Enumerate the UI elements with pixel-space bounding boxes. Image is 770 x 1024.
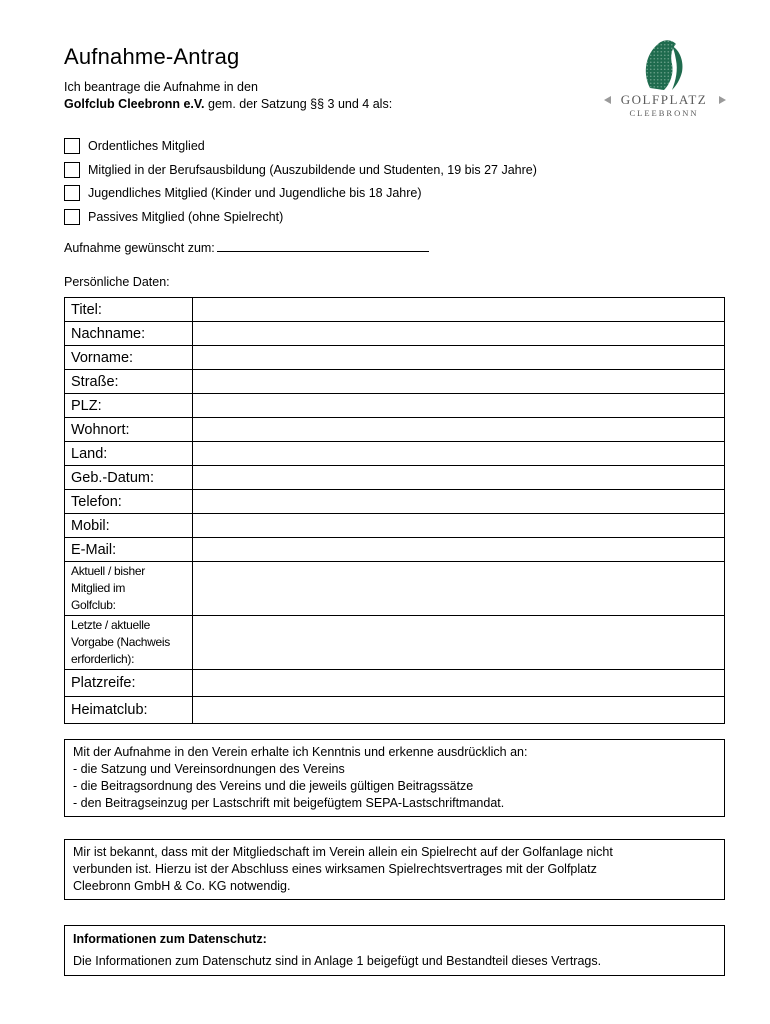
mobil-field[interactable] xyxy=(199,515,722,537)
table-row xyxy=(65,538,725,562)
field-label-telefon: Telefon: xyxy=(65,490,193,514)
rights-line: Cleebronn GmbH & Co. KG notwendig. xyxy=(73,879,291,893)
field-label-email: E-Mail: xyxy=(65,538,193,562)
telefon-field[interactable] xyxy=(199,491,722,513)
strasse-field[interactable] xyxy=(199,371,722,393)
field-value-vorgabe[interactable] xyxy=(193,616,725,670)
page-title: Aufnahme-Antrag xyxy=(64,44,240,69)
date-wish-field[interactable] xyxy=(217,239,429,252)
table-row xyxy=(65,394,725,418)
field-label-vorname: Vorname: xyxy=(65,346,193,370)
table-row xyxy=(65,697,725,724)
wohnort-field[interactable] xyxy=(199,419,722,441)
logo-subline: CLEEBRONN xyxy=(629,108,699,118)
vorgabe-field[interactable] xyxy=(199,632,722,654)
checkbox-ordentlich[interactable] xyxy=(64,138,80,154)
table-row xyxy=(65,514,725,538)
intro-line-2-rest: gem. der Satzung §§ 3 und 4 als: xyxy=(204,97,393,111)
table-row xyxy=(65,442,725,466)
field-label-land: Land: xyxy=(65,442,193,466)
checkbox-passiv[interactable] xyxy=(64,209,80,225)
field-value-nachname[interactable] xyxy=(193,322,725,346)
field-label-vorgabe xyxy=(65,616,193,670)
platzreife-field[interactable] xyxy=(199,672,722,694)
label-line: Vorgabe (Nachweis xyxy=(71,635,170,649)
email-field[interactable] xyxy=(199,539,722,561)
ack-line: - die Satzung und Vereinsordnungen des Vereins xyxy=(73,762,345,776)
field-label-heimatclub: Heimatclub: xyxy=(65,697,193,724)
personal-data-heading: Persönliche Daten: xyxy=(64,275,170,289)
ack-line: - die Beitragsordnung des Vereins und die jeweils gültigen Beitragssätze xyxy=(73,779,474,793)
field-value-mobil[interactable] xyxy=(193,514,725,538)
field-label-strasse: Straße: xyxy=(65,370,193,394)
club-name: Golfclub Cleebronn e.V. xyxy=(64,97,205,111)
golfclub-field[interactable] xyxy=(199,578,722,600)
golfplatz-logo xyxy=(600,36,728,116)
table-row xyxy=(65,370,725,394)
field-value-heimatclub[interactable] xyxy=(193,697,725,724)
label-line: Aktuell / bisher xyxy=(71,564,145,578)
field-label-platzreife: Platzreife: xyxy=(65,670,193,697)
table-row xyxy=(65,616,725,670)
field-label-plz: PLZ: xyxy=(65,394,193,418)
plz-field[interactable] xyxy=(199,395,722,417)
nachname-field[interactable] xyxy=(199,323,722,345)
playing-rights-box xyxy=(64,839,725,900)
field-value-wohnort[interactable] xyxy=(193,418,725,442)
option-label: Ordentliches Mitglied xyxy=(88,139,205,153)
privacy-text: Die Informationen zum Datenschutz sind in Anlage 1 beigefügt und Bestandteil dieses Vertrags. xyxy=(73,954,602,968)
field-value-golfclub[interactable] xyxy=(193,562,725,616)
label-line: Mitglied im xyxy=(71,581,126,595)
label-line: Golfclub: xyxy=(71,598,116,612)
land-field[interactable] xyxy=(199,443,722,465)
checkbox-ausbildung[interactable] xyxy=(64,162,80,178)
privacy-box xyxy=(64,925,725,976)
field-label-titel: Titel: xyxy=(65,298,193,322)
label-line: Letzte / aktuelle xyxy=(71,618,150,632)
date-wish-label: Aufnahme gewünscht zum: xyxy=(64,241,215,255)
field-value-strasse[interactable] xyxy=(193,370,725,394)
privacy-heading-text: Informationen zum Datenschutz: xyxy=(73,932,267,946)
heimatclub-field[interactable] xyxy=(199,699,722,721)
geburtsdatum-field[interactable] xyxy=(199,467,722,489)
table-row xyxy=(65,346,725,370)
date-wish-row xyxy=(64,239,429,255)
privacy-heading xyxy=(73,930,716,949)
vorname-field[interactable] xyxy=(199,347,722,369)
titel-field[interactable] xyxy=(199,299,722,321)
table-row xyxy=(65,322,725,346)
personal-data-table xyxy=(64,297,725,724)
field-value-land[interactable] xyxy=(193,442,725,466)
acknowledgement-box xyxy=(64,739,725,817)
table-row xyxy=(65,490,725,514)
field-value-vorname[interactable] xyxy=(193,346,725,370)
label-line: erforderlich): xyxy=(71,652,135,666)
intro-line-1: Ich beantrage die Aufnahme in den xyxy=(64,80,258,94)
field-value-platzreife[interactable] xyxy=(193,670,725,697)
checkbox-jugendlich[interactable] xyxy=(64,185,80,201)
rights-line: Mir ist bekannt, dass mit der Mitgliedschaft im Verein allein ein Spielrecht auf der Golfanlage nicht xyxy=(73,845,613,859)
table-row xyxy=(65,670,725,697)
field-label-golfclub xyxy=(65,562,193,616)
option-label: Mitglied in der Berufsausbildung (Auszubildende und Studenten, 19 bis 27 Jahre) xyxy=(88,162,537,177)
field-label-geburtsdatum: Geb.-Datum: xyxy=(65,466,193,490)
field-label-mobil: Mobil: xyxy=(65,514,193,538)
rights-line: verbunden ist. Hierzu ist der Abschluss eines wirksamen Spielrechtsvertrages mit der Golfplatz xyxy=(73,862,597,876)
option-label: Jugendliches Mitglied (Kinder und Jugendliche bis 18 Jahre) xyxy=(88,186,422,200)
ack-line: Mit der Aufnahme in den Verein erhalte ich Kenntnis und erkenne ausdrücklich an: xyxy=(73,745,528,759)
table-row xyxy=(65,466,725,490)
table-row xyxy=(65,562,725,616)
field-value-plz[interactable] xyxy=(193,394,725,418)
option-label: Passives Mitglied (ohne Spielrecht) xyxy=(88,209,284,224)
field-value-email[interactable] xyxy=(193,538,725,562)
golf-ball-flag-icon xyxy=(600,36,728,94)
logo-right-arrow-icon xyxy=(719,96,726,104)
ack-line: - den Beitragseinzug per Lastschrift mit beigefügtem SEPA-Lastschriftmandat. xyxy=(73,796,505,810)
field-value-telefon[interactable] xyxy=(193,490,725,514)
table-row xyxy=(65,418,725,442)
intro-text xyxy=(64,79,392,113)
logo-wordmark: GOLFPLATZ xyxy=(620,92,708,107)
field-label-wohnort: Wohnort: xyxy=(65,418,193,442)
table-row xyxy=(65,298,725,322)
field-value-titel[interactable] xyxy=(193,298,725,322)
field-label-nachname: Nachname: xyxy=(65,322,193,346)
field-value-geburtsdatum[interactable] xyxy=(193,466,725,490)
intro-line-2 xyxy=(64,96,392,113)
